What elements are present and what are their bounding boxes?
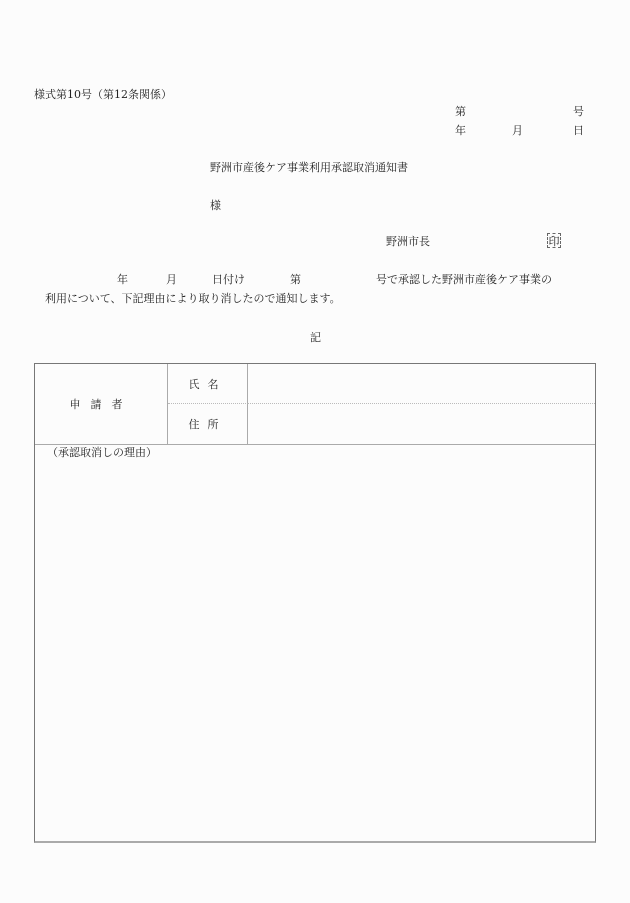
record-table [34,363,596,843]
body-line-1-rest: 号で承認した野洲市産後ケア事業の [376,273,552,286]
seal-icon: 印 [548,235,560,248]
name-field[interactable] [248,364,595,404]
document-number-suffix: 号 [573,105,584,118]
addressee-suffix: 様 [210,199,221,212]
address-field[interactable] [248,404,595,445]
body-year-label: 年 [117,273,128,286]
reason-label: （承認取消しの理由） [47,446,157,459]
applicant-label: 申請者 [35,364,168,445]
date-day-label: 日 [573,124,584,137]
reason-field[interactable] [35,461,595,841]
date-month-label: 月 [512,124,523,137]
name-label: 氏名 [168,364,248,404]
date-year-label: 年 [455,124,466,137]
body-month-label: 月 [166,273,177,286]
form-number: 様式第10号（第12条関係） [34,88,172,101]
record-heading: 記 [310,331,321,344]
body-dated-label: 日付け [212,273,245,286]
document-title: 野洲市産後ケア事業利用承認取消通知書 [210,161,408,174]
issuer-name: 野洲市長 [386,235,430,248]
body-number-prefix: 第 [290,273,301,286]
document-number-prefix: 第 [455,105,466,118]
address-label: 住所 [168,404,248,445]
body-line-2: 利用について、下記理由により取り消したので通知します。 [45,292,341,305]
